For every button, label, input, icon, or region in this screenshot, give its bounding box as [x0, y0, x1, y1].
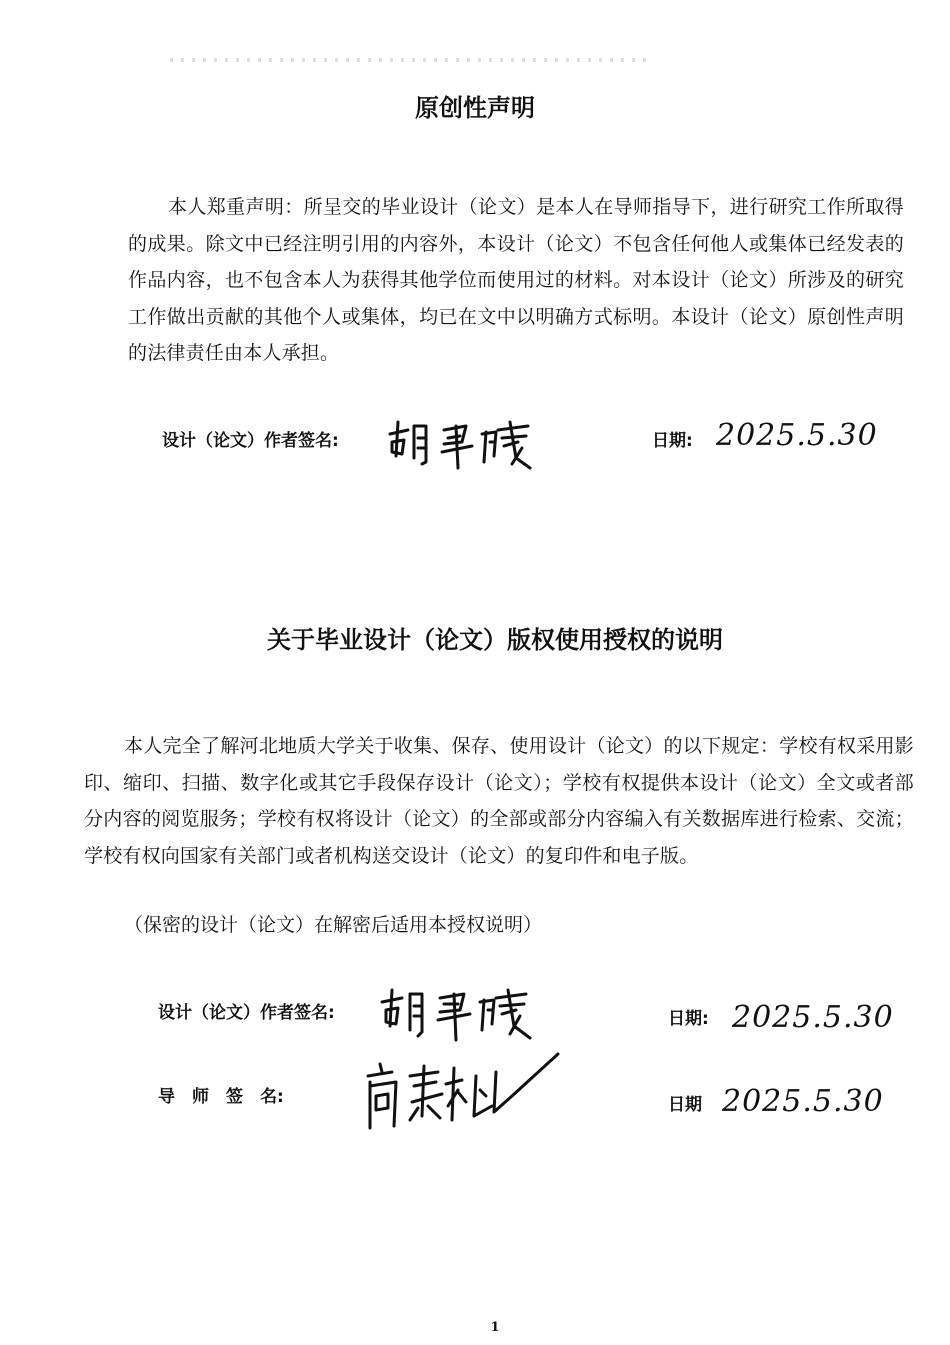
declaration-author-signature: [386, 412, 536, 476]
handwritten-signature-image: [386, 412, 536, 472]
authorization-author-date-label: 日期:: [668, 1009, 709, 1029]
authorization-author-sign-label: 设计（论文）作者签名:: [158, 1003, 335, 1023]
advisor-date-label: 日期: [668, 1095, 702, 1115]
handwritten-signature-image: [378, 982, 538, 1044]
authorization-title: 关于毕业设计（论文）版权使用授权的说明: [267, 626, 723, 654]
advisor-date-value: 2025.5.30: [722, 1084, 884, 1119]
declaration-title: 原创性声明: [415, 94, 535, 122]
handwritten-signature-image: [362, 1046, 562, 1136]
scan-artifact: [170, 58, 650, 62]
authorization-author-date-value: 2025.5.30: [732, 1000, 894, 1035]
declaration-body: 本人郑重声明：所呈交的毕业设计（论文）是本人在导师指导下，进行研究工作所取得的成果。除文中已经注明引用的内容外，本设计（论文）不包含任何他人或集体已经发表的作品内容，也不包含本人为获得其他学位而使用过的材料。对本设计（论文）所涉及的研究工作做出贡献的其他个人或集体，均已在文中以明确方式标明。本设计（论文）原创性声明的法律责任由本人承担。: [128, 196, 904, 364]
declaration-author-sign-label: 设计（论文）作者签名:: [162, 431, 339, 451]
declaration-date-value: 2025.5.30: [716, 418, 878, 453]
declaration-date-label: 日期:: [652, 431, 693, 451]
advisor-sign-label: 导 师 签 名:: [158, 1087, 284, 1107]
authorization-body: 本人完全了解河北地质大学关于收集、保存、使用设计（论文）的以下规定：学校有权采用影印、缩印、扫描、数字化或其它手段保存设计（论文）；学校有权提供本设计（论文）全文或者部分内容的阅览服务；学校有权将设计（论文）的全部或部分内容编入有关数据库进行检索、交流；学校有权向国家有关部门或者机构送交设计（论文）的复印件和电子版。: [84, 735, 914, 867]
page-number: 1: [490, 1320, 500, 1335]
authorization-note: （保密的设计（论文）在解密后适用本授权说明）: [124, 914, 543, 936]
authorization-author-signature: [378, 982, 538, 1048]
advisor-signature: [362, 1046, 562, 1140]
